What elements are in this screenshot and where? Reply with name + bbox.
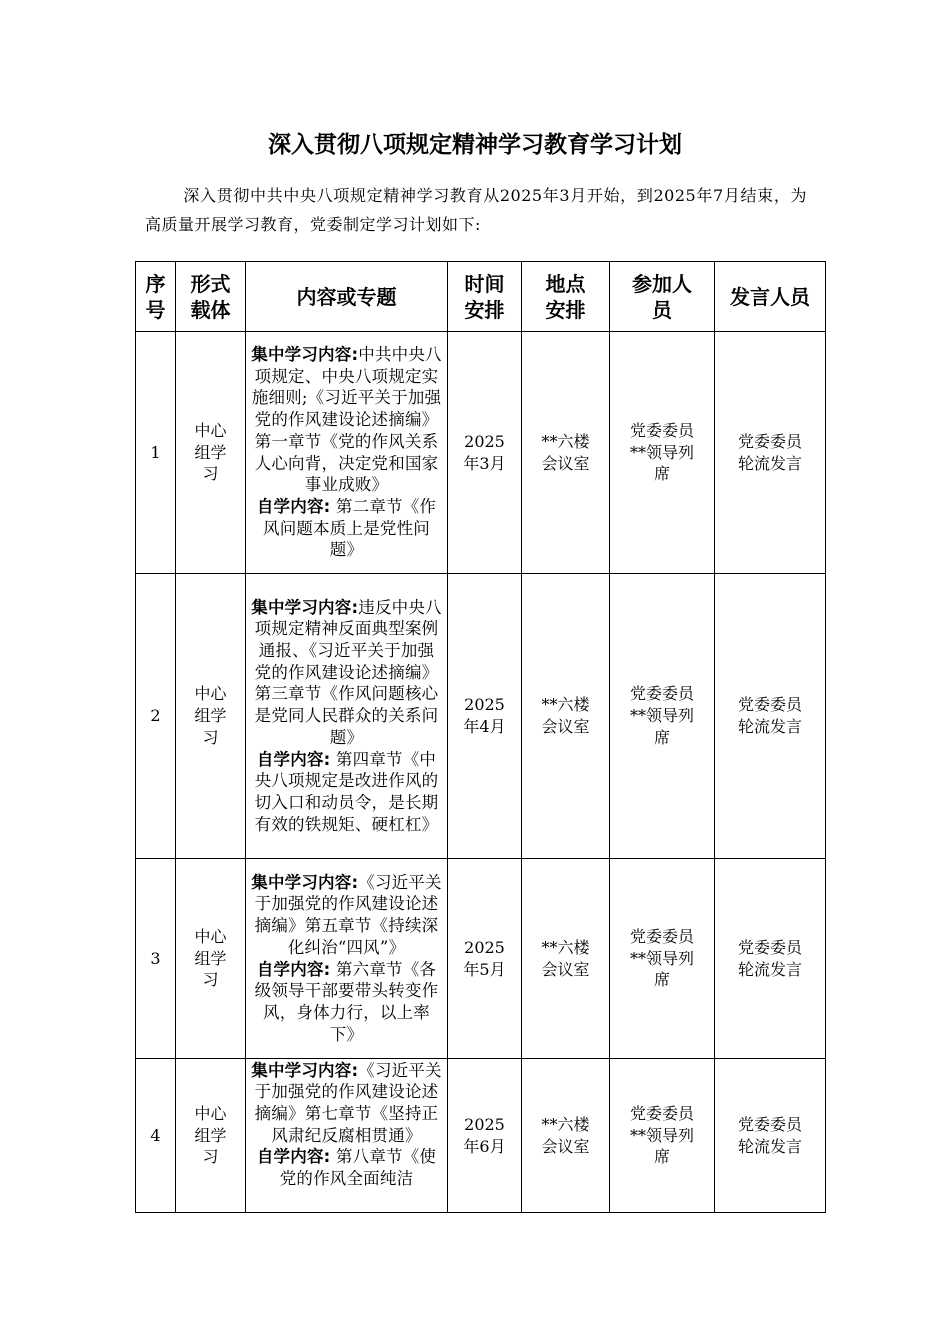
self-study-label: 自学内容: [256, 959, 331, 979]
central-study-text: 《习近平关于加强党的作风建设论述摘编》第七章节《坚持正风肃纪反腐相贯通》 [254, 1060, 442, 1145]
row-time: 2025年4月 [448, 574, 522, 859]
row-number: 3 [136, 859, 176, 1059]
row-speakers: 党委委员轮流发言 [715, 332, 826, 574]
central-study-label: 集中学习内容: [251, 1060, 359, 1080]
row-content [246, 574, 448, 859]
self-study-label: 自学内容: [256, 1147, 331, 1167]
document-title: 深入贯彻八项规定精神学习教育学习计划 [268, 132, 682, 158]
row-participants: 党委委员**领导列席 [610, 574, 715, 859]
central-study-label: 集中学习内容: [251, 597, 359, 617]
row-content [246, 859, 448, 1059]
table-row [136, 332, 826, 574]
header-row [136, 262, 826, 332]
row-form: 中心组学习 [176, 574, 246, 859]
study-plan-table [135, 261, 826, 1213]
header-speakers: 发言人员 [715, 262, 826, 332]
table-row [136, 1059, 826, 1213]
table-row [136, 574, 826, 859]
row-place: **六楼会议室 [522, 1059, 610, 1213]
row-form: 中心组学习 [176, 332, 246, 574]
header-no: 序号 [136, 262, 176, 332]
header-form: 形式载体 [176, 262, 246, 332]
row-form: 中心组学习 [176, 1059, 246, 1213]
row-place: **六楼会议室 [522, 859, 610, 1059]
self-study-text: 第六章节《各级领导干部要带头转变作风，身体力行，以上率下》 [254, 959, 439, 1044]
intro-paragraph: 深入贯彻中共中央八项规定精神学习教育从2025年3月开始，到2025年7月结束，为高质量开展学习教育，党委制定学习计划如下: [145, 186, 807, 234]
row-content [246, 332, 448, 574]
row-speakers: 党委委员轮流发言 [715, 1059, 826, 1213]
header-content: 内容或专题 [246, 262, 448, 332]
row-time: 2025年5月 [448, 859, 522, 1059]
row-number: 4 [136, 1059, 176, 1213]
self-study-text: 第四章节《中央八项规定是改进作风的切入口和动员令，是长期有效的铁规矩、硬杠杠》 [254, 749, 439, 834]
self-study-label: 自学内容: [256, 496, 331, 516]
row-participants: 党委委员**领导列席 [610, 1059, 715, 1213]
row-content [246, 1059, 448, 1213]
central-study-label: 集中学习内容: [251, 344, 359, 364]
self-study-text: 第二章节《作风问题本质上是党性问题》 [263, 496, 437, 560]
row-speakers: 党委委员轮流发言 [715, 574, 826, 859]
self-study-text: 第八章节《使党的作风全面纯洁 [279, 1147, 437, 1189]
row-place: **六楼会议室 [522, 332, 610, 574]
row-place: **六楼会议室 [522, 574, 610, 859]
self-study-label: 自学内容: [256, 749, 331, 769]
central-study-text: 中共中央八项规定、中央八项规定实施细则;《习近平关于加强党的作风建设论述摘编》第一章节《党的作风关系人心向背，决定党和国家事业成败》 [251, 344, 442, 495]
row-number: 2 [136, 574, 176, 859]
row-time: 2025年6月 [448, 1059, 522, 1213]
row-speakers: 党委委员轮流发言 [715, 859, 826, 1059]
row-participants: 党委委员**领导列席 [610, 859, 715, 1059]
central-study-text: 违反中央八项规定精神反面典型案例通报、《习近平关于加强党的作风建设论述摘编》第三章节《作风问题核心是党同人民群众的关系问题》 [254, 597, 442, 747]
row-form: 中心组学习 [176, 859, 246, 1059]
row-participants: 党委委员**领导列席 [610, 332, 715, 574]
header-place: 地点安排 [522, 262, 610, 332]
central-study-text: 《习近平关于加强党的作风建设论述摘编》第五章节《持续深化纠治“四风”》 [254, 872, 442, 957]
central-study-label: 集中学习内容: [251, 872, 359, 892]
header-time: 时间安排 [448, 262, 522, 332]
row-time: 2025年3月 [448, 332, 522, 574]
header-participants: 参加人员 [610, 262, 715, 332]
row-number: 1 [136, 332, 176, 574]
table-row [136, 859, 826, 1059]
